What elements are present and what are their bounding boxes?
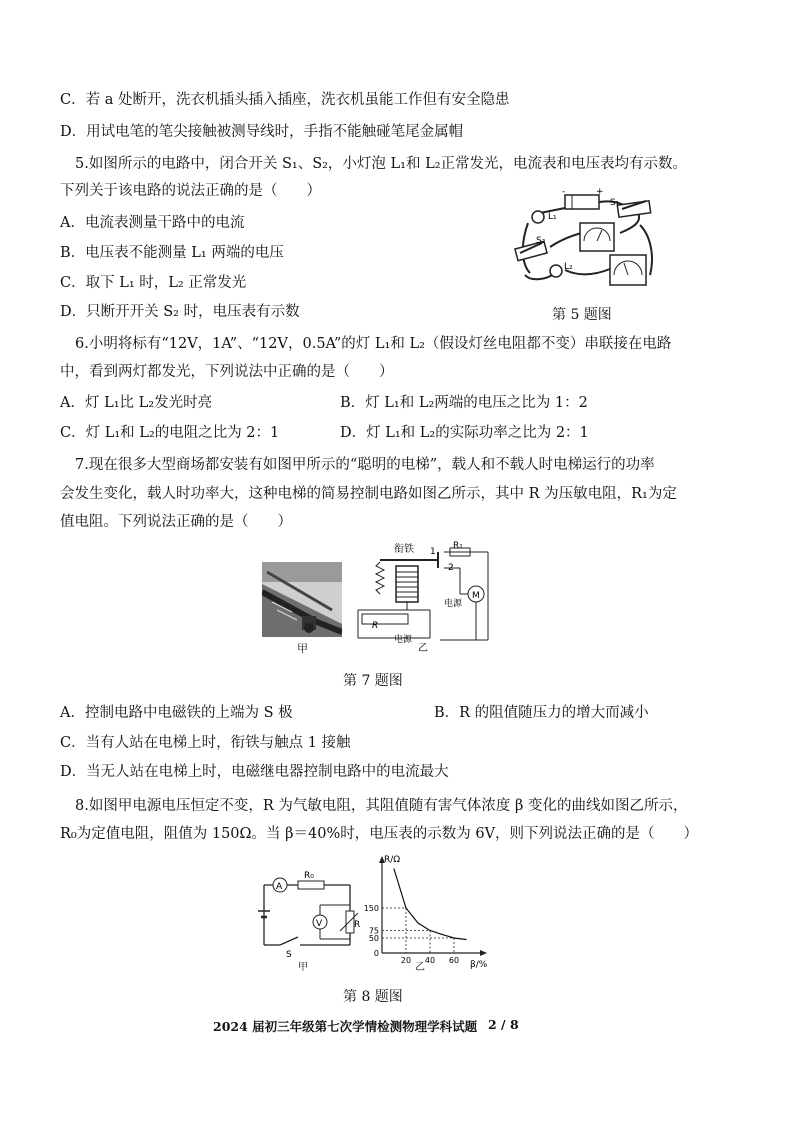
q7-stem-line3: 值电阻。下列说法正确的是（ ） (60, 514, 292, 530)
q8-fig-jia-label: 甲 (298, 962, 308, 973)
chart-data-point (393, 868, 394, 869)
q7-r1-label: R₁ (453, 541, 463, 551)
q7-contact-1-label: 1 (430, 547, 436, 557)
q8-caption: 第 8 题图 (343, 989, 403, 1005)
q7-power-top-label: 电源 (444, 599, 463, 609)
q6-option-d: D．灯 L₁和 L₂的实际功率之比为 2：1 (340, 425, 589, 441)
q8-fig-yi-label: 乙 (415, 962, 425, 973)
q5-stem-line1: 5.如图所示的电路中，闭合开关 S₁、S₂，小灯泡 L₁和 L₂正常发光，电流表和电压表均有示数。 (75, 156, 688, 172)
q8-r0-label: R₀ (304, 871, 314, 881)
q5-option-b: B．电压表不能测量 L₁ 两端的电压 (60, 245, 284, 261)
q6-stem-line1: 6.小明将标有“12V，1A”、“12V，0.5A”的灯 L₁和 L₂（假设灯丝电阻都不变）串联接在电路 (75, 336, 672, 352)
q5-stem-line2: 下列关于该电路的说法正确的是（ ） (60, 183, 321, 199)
chart-data-point (441, 934, 442, 935)
q7-motor-label: M (472, 591, 480, 601)
q5-minus-label: - (562, 187, 566, 197)
q8-ammeter-label: A (276, 882, 283, 892)
chart-ylabel: R/Ω (384, 855, 401, 865)
chart-data-point (405, 907, 406, 908)
q8-voltmeter-label: V (316, 919, 323, 929)
q7-option-d: D．当无人站在电梯上时，电磁继电器控制电路中的电流最大 (60, 764, 449, 780)
q6-option-a: A．灯 L₁比 L₂发光时亮 (60, 395, 213, 411)
q8-stem-line2: R₀为定值电阻，阻值为 150Ω。当 β＝40%时，电压表的示数为 6V，则下列说法正确的是（ ） (60, 826, 699, 842)
q7-fig-yi-label: 乙 (418, 643, 428, 652)
q8-switch-label: S (286, 950, 292, 960)
q7-stem-line1: 7.现在很多大型商场都安装有如图甲所示的“聪明的电梯”，载人和不载人时电梯运行的功率 (75, 457, 655, 473)
chart-ytick-label: 0 (373, 949, 379, 958)
chart-xlabel: β/% (470, 960, 488, 970)
chart-ytick-label: 150 (363, 904, 379, 913)
q4-option-c: C．若 a 处断开，洗衣机插头插入插座，洗衣机虽能工作但有安全隐患 (60, 92, 510, 108)
q6-stem-line2: 中，看到两灯都发光，下列说法中正确的是（ ） (60, 364, 394, 380)
q5-s1-label: S₁ (610, 198, 620, 208)
q7-power-bottom-label: 电源 (394, 635, 413, 645)
q4-option-d: D．用试电笔的笔尖接触被测导线时，手指不能触碰笔尾金属帽 (60, 124, 464, 140)
q7-armature-label: 衔铁 (394, 544, 414, 555)
q5-plus-label: + (596, 187, 604, 197)
q7-r-label: R (372, 621, 379, 631)
chart-ytick-label: 50 (368, 934, 379, 943)
q5-option-c: C．取下 L₁ 时，L₂ 正常发光 (60, 275, 247, 291)
q7-option-a: A．控制电路中电磁铁的上端为 S 极 (60, 705, 293, 721)
q7-stem-line2: 会发生变化，载人时功率大，这种电梯的简易控制电路如图乙所示，其中 R 为压敏电阻，R₁为定 (60, 486, 677, 502)
q7-fig-jia-label: 甲 (297, 642, 308, 655)
q5-option-a: A．电流表测量干路中的电流 (60, 215, 245, 231)
q7-relay-circuit (350, 540, 495, 652)
q7-option-c: C．当有人站在电梯上时，衔铁与触点 1 接触 (60, 735, 351, 751)
q7-contact-2-label: 2 (448, 563, 454, 573)
q5-l1-label: L₁ (548, 212, 557, 222)
chart-x-arrow (480, 950, 487, 956)
chart-xtick-label: 20 (400, 956, 412, 965)
q8-circuit-figure (250, 865, 368, 965)
chart-data-point (429, 930, 430, 931)
chart-data-point (417, 922, 418, 923)
q5-circuit-figure (510, 185, 660, 295)
q8-stem-line1: 8.如图甲电源电压恒定不变，R 为气敏电阻，其阻值随有害气体浓度 β 变化的曲线如图乙所示， (75, 798, 688, 814)
q7-option-b: B．R 的阻值随压力的增大而减小 (434, 705, 649, 721)
chart-ytick-label: 75 (368, 926, 379, 936)
footer-page-number: 2 / 8 (488, 1017, 519, 1032)
chart-xtick-label: 60 (448, 956, 460, 965)
q5-caption: 第 5 题图 (552, 307, 612, 323)
q5-s2-label: S₂ (536, 236, 546, 246)
chart-series-line (394, 869, 466, 940)
q6-option-c: C．灯 L₁和 L₂的电阻之比为 2：1 (60, 425, 280, 441)
q8-r-label: R (354, 920, 361, 930)
chart-data-point (465, 939, 466, 940)
q5-option-d: D．只断开开关 S₂ 时，电压表有示数 (60, 304, 300, 320)
chart-data-point (453, 937, 454, 938)
footer-title: 2024 届初三年级第七次学情检测物理学科试题 (213, 1019, 478, 1034)
l2-bulb-icon (550, 265, 562, 277)
q5-l2-label: L₂ (564, 262, 573, 272)
q8-chart (360, 853, 500, 973)
q7-caption: 第 7 题图 (343, 673, 403, 689)
l1-bulb-icon (532, 211, 544, 223)
q6-option-b: B．灯 L₁和 L₂两端的电压之比为 1：2 (340, 395, 588, 411)
chart-xtick-label: 40 (424, 956, 436, 965)
q7-escalator-photo (262, 562, 342, 637)
